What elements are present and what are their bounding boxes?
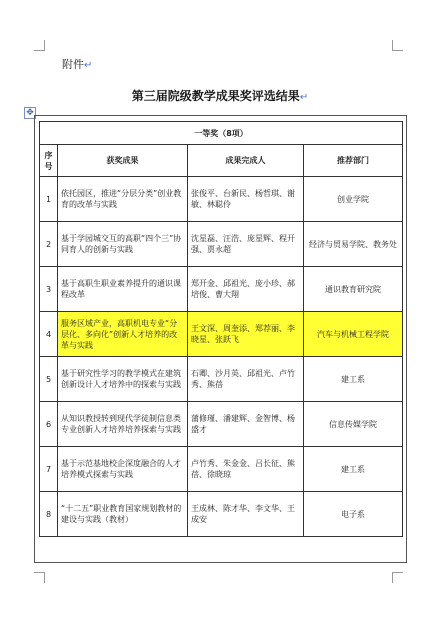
row-project: 基于高职生职业素养提升的通识课程改革 [58,267,188,312]
row-people: 蒲修瑾、潘建辉、金智博、杨盛才 [188,402,304,447]
table-row [40,222,403,267]
row-department: 汽车与机械工程学院 [304,312,403,357]
row-department: 建工系 [304,447,403,492]
move-handle-icon[interactable]: ✥ [24,107,36,119]
row-project: 从知识教授转到现代学徒制信息类专业创新人才培养培养探索与实践 [58,402,188,447]
table-row [40,492,403,537]
row-project: 依托园区，推进“分层分类”创业教育的改革与实践 [58,177,188,222]
row-index: 8 [40,492,58,537]
row-department: 经济与贸易学院、教务处 [304,222,403,267]
row-index: 3 [40,267,58,312]
award-banner: 一等奖（8项） [40,122,403,145]
col-header-project: 获奖成果 [58,145,188,177]
row-department: 通识教育研究院 [304,267,403,312]
row-people: 石卿、沙月英、邱祖光、卢竹秀、熊蓓 [188,357,304,402]
crop-mark-bottom-right [392,572,403,583]
row-people: 郑开金、邱祖光、庞小珍、郝培俊、曹大翔 [188,267,304,312]
row-project: “十二五”职业教育国家规划教材的建设与实践（教材） [58,492,188,537]
row-department: 信息传媒学院 [304,402,403,447]
crop-mark-top-left [34,40,45,51]
page-title: 第三届院级教学成果奖评选结果↵ [131,89,309,103]
row-people: 沈星磊、汪浩、庞星辉、程开强、贾永超 [188,222,304,267]
row-index: 2 [40,222,58,267]
award-banner-row [40,122,403,145]
row-index: 7 [40,447,58,492]
col-header-index: 序号 [40,145,58,177]
crop-mark-top-right [392,40,403,51]
table-row [40,267,403,312]
row-index: 1 [40,177,58,222]
row-people: 张俊平、台新民、杨哲琪、谢敏、林聪伶 [188,177,304,222]
table-row-highlighted [40,312,403,357]
row-department: 电子系 [304,492,403,537]
attachment-label: 附件↵ [62,58,93,71]
row-index: 5 [40,357,58,402]
row-people: 王文深、周奎添、郑荐丽、李晓星、张跃飞 [188,312,304,357]
row-project: 基于示范基地校企深度融合的人才培养模式探索与实践 [58,447,188,492]
row-people: 王成林、陈才华、李文华、王成安 [188,492,304,537]
row-project: 基于研究性学习的教学模式在建筑创新设计人才培养中的探索与实践 [58,357,188,402]
row-project: 基于学园城交互的高职“四个三”协同育人的创新与实践 [58,222,188,267]
col-header-people: 成果完成人 [188,145,304,177]
row-index: 4 [40,312,58,357]
row-department: 创业学院 [304,177,403,222]
row-department: 建工系 [304,357,403,402]
table-row [40,357,403,402]
row-index: 6 [40,402,58,447]
row-project: 服务区域产业，高职机电专业“分层化、多向化”创新人才培养的改革与实践 [58,312,188,357]
table-row [40,177,403,222]
results-table [39,121,403,537]
table-row [40,447,403,492]
table-header-row [40,145,403,177]
table-row [40,402,403,447]
col-header-department: 推荐部门 [304,145,403,177]
crop-mark-bottom-left [34,572,45,583]
row-people: 卢竹秀、朱金金、吕长征、熊蓓、徐晓琼 [188,447,304,492]
